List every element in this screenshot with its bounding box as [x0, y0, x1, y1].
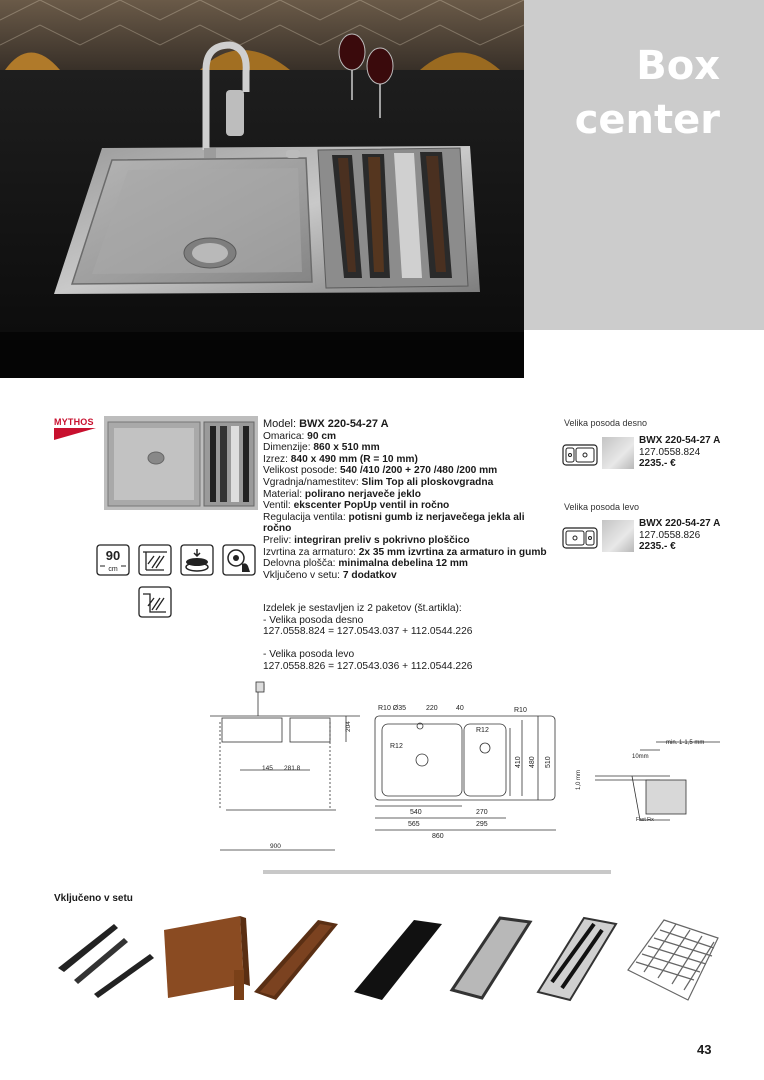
- cutting-board-brown-image: [164, 916, 250, 1000]
- package-line: 127.0558.826 = 127.0543.036 + 112.0544.226: [263, 660, 473, 672]
- page-title-line1: Box: [636, 43, 720, 89]
- spec-row: [263, 465, 553, 477]
- spec-label: Izrez:: [263, 453, 291, 465]
- spec-value: 7 dodatkov: [342, 569, 397, 581]
- detail-view-drawing: [595, 742, 720, 820]
- dim-label: R10: [514, 707, 527, 714]
- spec-label: Preliv:: [263, 534, 295, 546]
- dim-label: R10 Ø35: [378, 705, 407, 712]
- spec-label: Izvrtina za armaturo:: [263, 546, 359, 558]
- variant-info: [639, 518, 720, 553]
- wooden-cutting-board-image: [254, 920, 338, 1000]
- spec-label: Vključeno v setu:: [263, 569, 343, 581]
- brand-triangle-icon: [54, 428, 96, 440]
- spec-value: 840 x 490 mm (R = 10 mm): [290, 453, 418, 465]
- spec-value: ekscenter PopUp ventil in ročno: [293, 500, 450, 512]
- dim-label: 270: [476, 809, 488, 816]
- top-view-drawing: [375, 716, 556, 830]
- variant-code: 127.0558.826: [639, 529, 701, 541]
- spec-row: [263, 535, 553, 547]
- knife-holder-set-image: [538, 918, 616, 1000]
- spec-label: Material:: [263, 488, 305, 500]
- dim-label: 220: [426, 705, 438, 712]
- spec-value: 2x 35 mm izvrtina za armaturo in gumb: [358, 546, 547, 558]
- package-line: Izdelek je sestavljen iz 2 paketov (št.artikla):: [263, 603, 462, 614]
- variant-image: [602, 520, 634, 552]
- cabinet-width-unit: cm: [108, 566, 118, 573]
- dim-label: 281.8: [284, 765, 301, 772]
- wire-dish-rack-image: [628, 920, 718, 1000]
- spec-model-value: BWX 220-54-27 A: [299, 418, 389, 430]
- dim-label: 410: [515, 756, 522, 768]
- spec-row: [263, 454, 553, 466]
- dim-label: Fast Fix: [636, 817, 654, 823]
- dim-label: R12: [390, 743, 403, 750]
- black-cutting-board-image: [354, 920, 442, 1000]
- sink-layout-left-icon: [562, 527, 598, 549]
- dim-label: 1,0 mm: [576, 769, 582, 790]
- title-band: [524, 0, 764, 330]
- dim-label: 295: [476, 821, 488, 828]
- package-line: - Velika posoda desno: [263, 614, 364, 626]
- undermount-install-icon: [138, 544, 172, 576]
- spec-row: [263, 558, 553, 570]
- page-title-line2: center: [574, 97, 720, 143]
- spec-label: Vgradnja/namestitev:: [263, 476, 362, 488]
- spec-row: [263, 570, 553, 582]
- variant-label: Velika posoda desno: [564, 418, 648, 428]
- spec-label: Ventil:: [263, 500, 294, 512]
- hero-photo: [0, 0, 524, 378]
- accessories-strip: [54, 910, 720, 1008]
- dim-label: min. 1-1,5 mm: [666, 740, 705, 746]
- kitchen-sink-photo: [0, 0, 524, 378]
- spec-label: Velikost posode:: [263, 465, 341, 477]
- spec-row: [263, 500, 553, 512]
- spec-model: [263, 419, 553, 431]
- dim-label: 204: [345, 721, 352, 732]
- spec-value: 540 /410 /200 + 270 /480 /200 mm: [340, 465, 498, 477]
- spec-label: Dimenzije:: [263, 442, 314, 454]
- spec-value: integriran preliv s pokrivno ploščico: [294, 534, 470, 546]
- product-thumbnail: [104, 416, 258, 510]
- dim-label: 540: [410, 809, 422, 816]
- stainless-colander-image: [452, 918, 530, 998]
- spec-value: potisni gumb iz nerjavečega jekla ali ročno: [263, 511, 525, 535]
- variant-model: BWX 220-54-27 A: [639, 518, 721, 529]
- cabinet-width-value: 90: [105, 548, 121, 563]
- brand-label: MYTHOS: [54, 417, 94, 427]
- spec-model-label: Model:: [263, 418, 300, 430]
- flushmount-install-icon: [138, 586, 172, 618]
- spec-value: 860 x 510 mm: [313, 442, 380, 454]
- package-info: [263, 603, 563, 673]
- variant-price: 2235.- €: [639, 458, 676, 469]
- package-line: 127.0558.824 = 127.0543.037 + 112.0544.226: [263, 626, 473, 638]
- dim-label: 860: [432, 833, 444, 840]
- dim-label: 145: [262, 765, 273, 772]
- sink-layout-right-icon: [562, 444, 598, 466]
- spec-row: [263, 547, 553, 559]
- dim-label: R12: [476, 727, 489, 734]
- variant-image: [602, 437, 634, 469]
- spec-value: polirano nerjaveče jeklo: [304, 488, 421, 500]
- included-title: Vključeno v setu: [54, 893, 133, 904]
- dim-label: 480: [529, 756, 536, 768]
- dishwasher-icon: [180, 544, 214, 576]
- variant-label: Velika posoda levo: [564, 502, 640, 512]
- technical-drawings: [200, 680, 740, 860]
- section-divider: [263, 870, 611, 874]
- variant-model: BWX 220-54-27 A: [639, 435, 721, 446]
- spec-value: 90 cm: [307, 430, 337, 442]
- dim-label: 565: [408, 821, 420, 828]
- cabinet-width-icon: [96, 544, 130, 576]
- dim-label: 10mm: [632, 754, 649, 760]
- spec-row: [263, 442, 553, 454]
- dim-label: 510: [545, 756, 552, 768]
- package-line: - Velika posoda levo: [263, 649, 355, 661]
- spec-list: [263, 419, 553, 581]
- dim-label: 900: [270, 843, 281, 850]
- knife-set-image: [58, 924, 154, 998]
- package-line: [263, 638, 563, 650]
- variant-info: [639, 435, 720, 470]
- spec-row: [263, 431, 553, 443]
- variant-price: 2235.- €: [639, 541, 676, 552]
- page-number: 43: [697, 1042, 712, 1057]
- spec-value: minimalna debelina 12 mm: [338, 558, 468, 570]
- spec-row: [263, 477, 553, 489]
- variant-code: 127.0558.824: [639, 446, 701, 458]
- spec-row: [263, 489, 553, 501]
- spec-label: Delovna plošča:: [263, 558, 339, 570]
- spec-value: Slim Top ali ploskovgradna: [361, 476, 494, 488]
- dim-label: 40: [456, 705, 464, 712]
- spec-row: [263, 512, 553, 535]
- spec-label: Omarica:: [263, 430, 308, 442]
- popup-valve-icon: [222, 544, 256, 576]
- spec-label: Regulacija ventila:: [263, 511, 349, 523]
